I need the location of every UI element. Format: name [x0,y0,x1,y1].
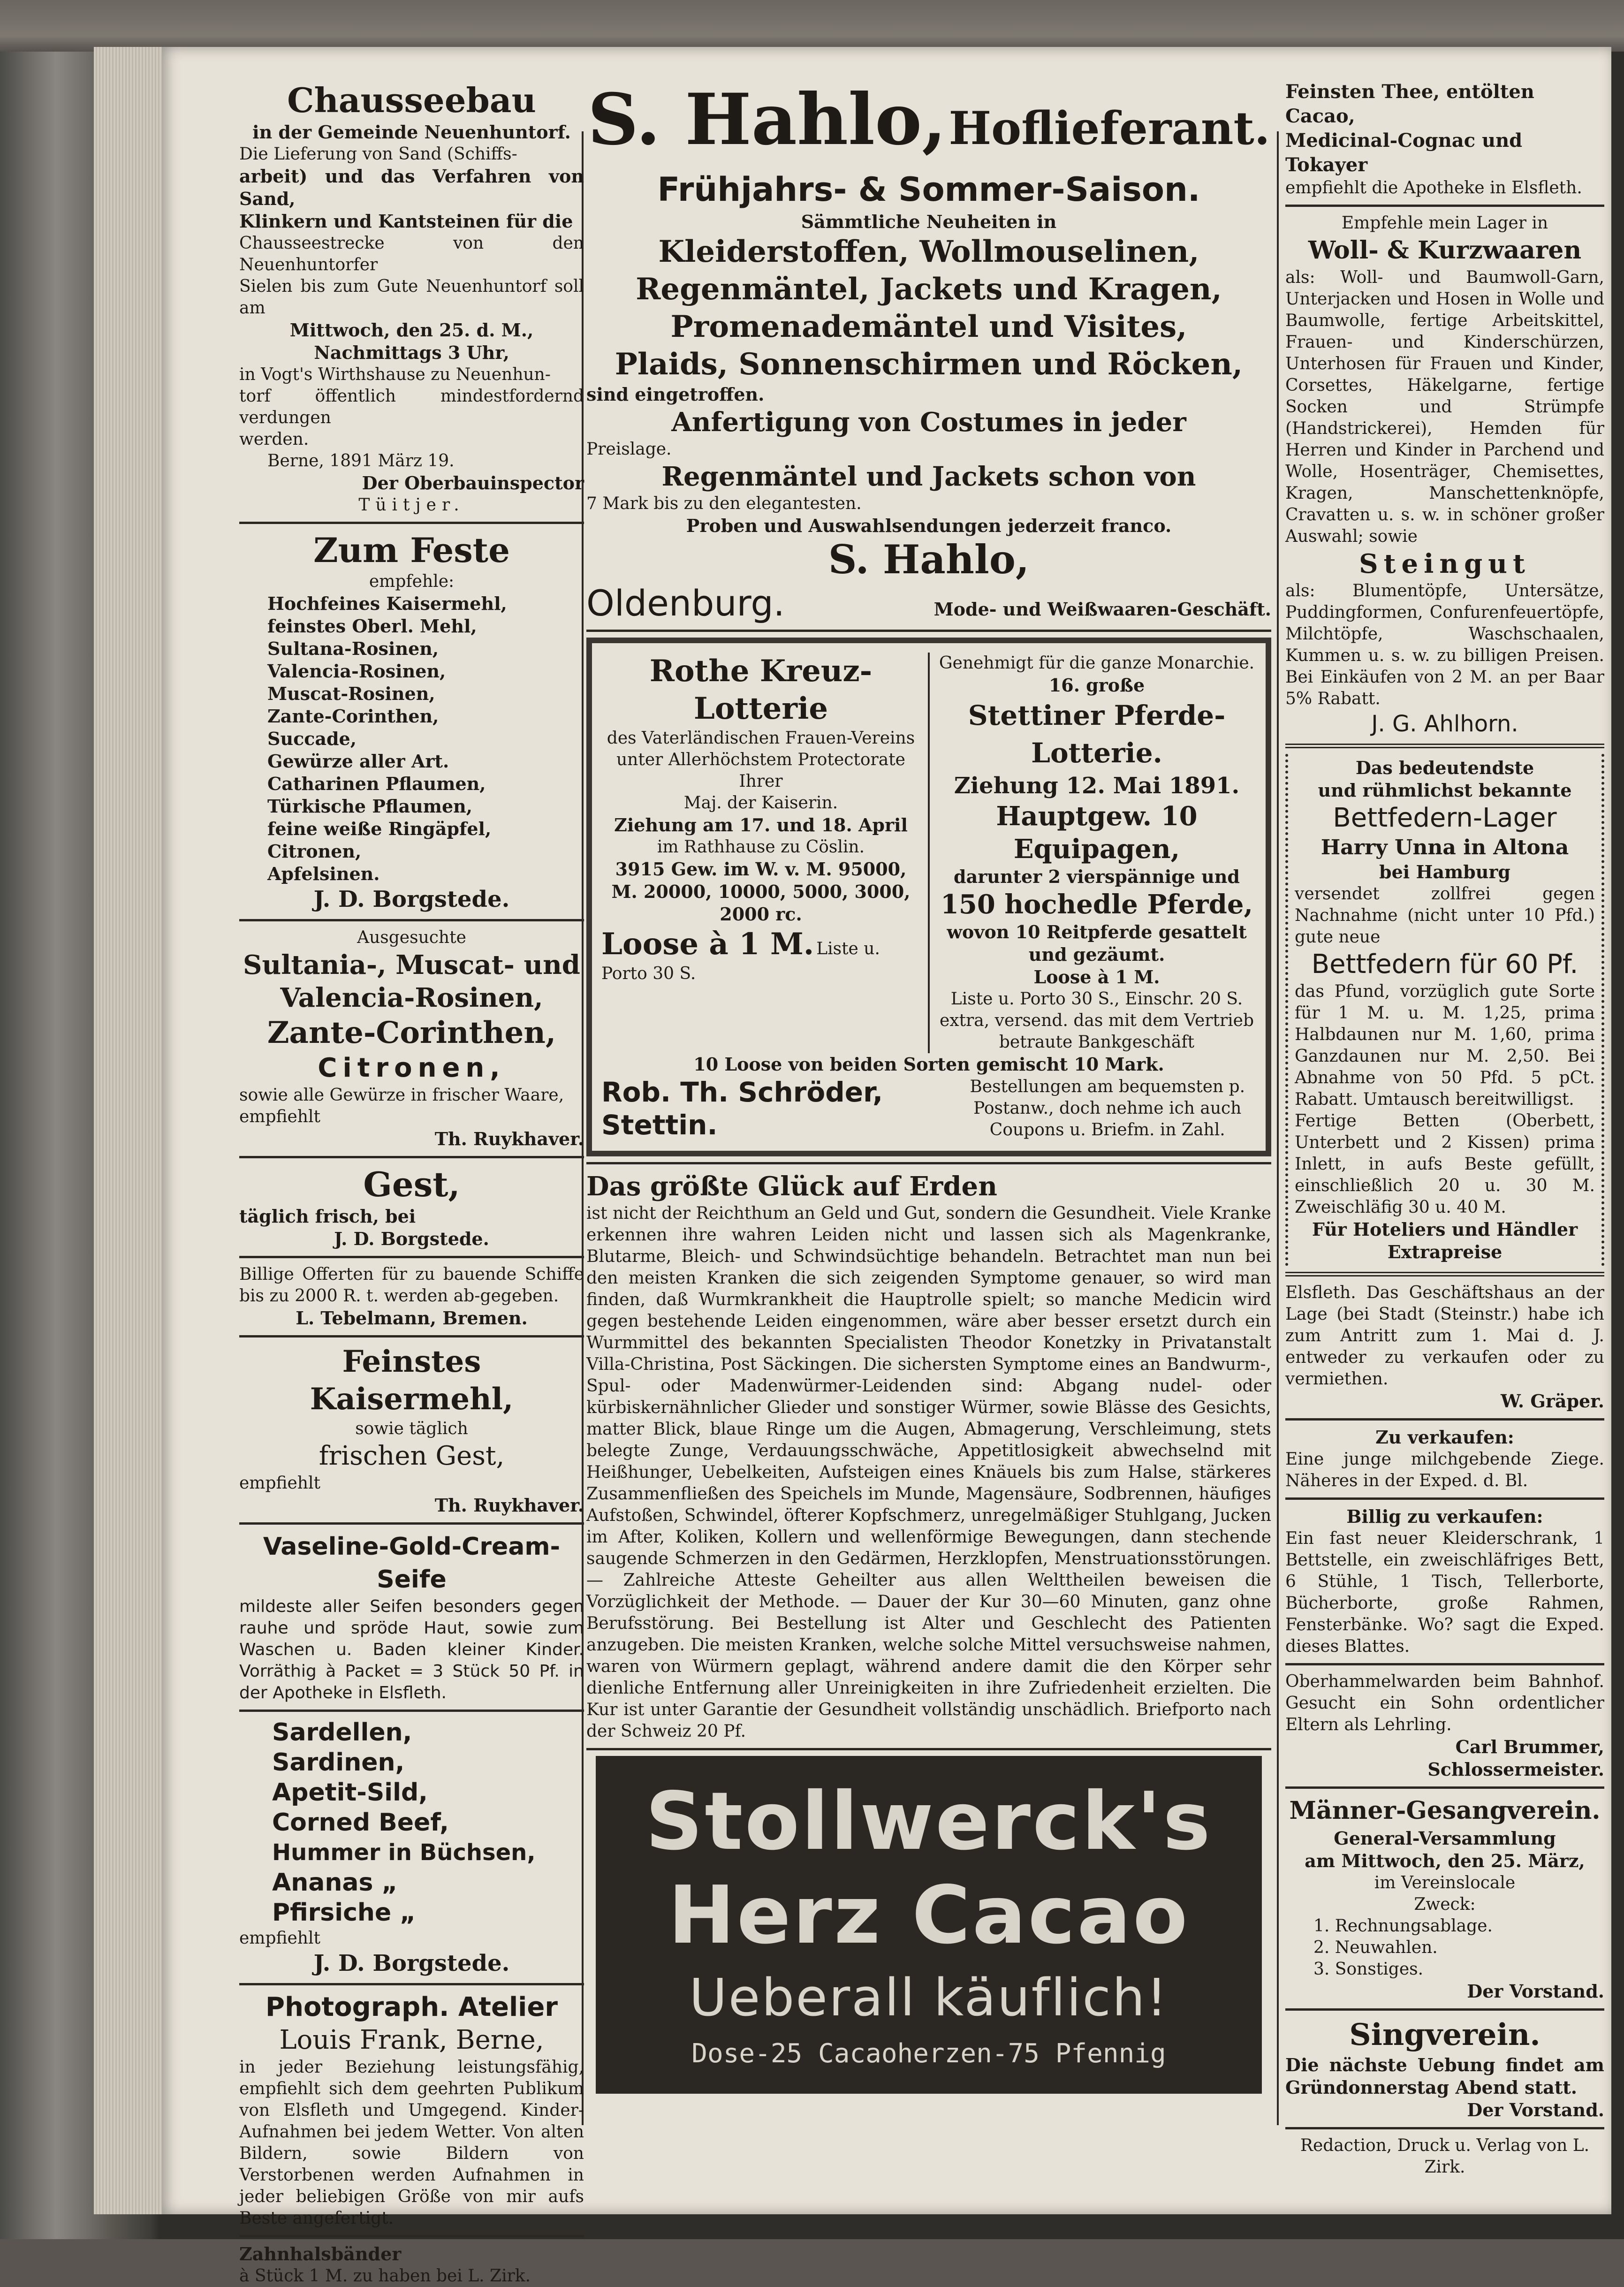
brand-name: Stollwerck's [645,1775,1213,1868]
text-line: am Mittwoch, den 25. März, [1305,1850,1585,1871]
ad-billig-verkaufen [1285,1505,1604,1657]
ad-signature: J. G. Ahlhorn. [1371,711,1518,737]
ad-stollwerck [596,1756,1262,2094]
text-line: sowie alle Gewürze in frischer Waare, [239,1086,564,1105]
text-line: empfiehlt die Apotheke in Elsfleth. [1285,178,1582,198]
ad-signature: J. D. Borgstede. [334,1228,489,1249]
ad-title: Bettfedern für 60 Pf. [1311,949,1578,980]
ad-body [239,121,584,516]
lotterie-price [601,926,920,985]
ad-signature: Rob. Th. Schröder, Stettin. [601,1076,883,1141]
divider [586,630,1271,632]
text-line: Feinsten Thee, entölten Cacao, [1285,81,1534,127]
ad-subtitle: empfehle: [369,572,455,591]
book-cover-edge [0,0,1624,52]
ad-body: Eine junge milchgebende Ziege. Näheres in der Exped. d. Bl. [1285,1450,1604,1490]
text-line: empfiehlt [239,1474,320,1493]
list-item: Hochfeines Kaisermehl, [267,593,507,614]
list-item: 1. Rechnungsablage. [1313,1916,1493,1936]
column-middle [586,80,1271,2094]
text-line: empfiehlt [239,1107,320,1126]
ad-body: Fertige Betten (Oberbett, Unterbett und 2 Kissen) prima Inlett, in aufs Beste gefüllt, einschließlich 20 u. 30 M. Zweischläfig 30 u. 40 M. [1295,1111,1595,1217]
text-line: torf öffentlich mindestfordernd verdungen [239,387,584,427]
text-line: Plaids, Sonnenschirmen und Röcken, [615,347,1243,382]
divider [239,1522,584,1525]
ad-lotterie [586,638,1271,1156]
divider [239,2235,584,2237]
ad-body: in jeder Beziehung leistungsfähig, empfiehlt sich dem geehrten Publikum von Elsfleth und Umgegend. Kinder-Aufnahmen bei jedem Wetter. Von alten Bildern, sowie Bildern von Verstorbenen werden Aufnahmen in jeder beliebigen Größe von mir aufs Beste angefertigt. [239,2058,584,2228]
ad-title: Steingut [1359,548,1531,579]
ad-gest [239,1164,584,1250]
divider [239,1335,584,1337]
text-line: Die Lieferung von Sand (Schiffs- [239,144,517,164]
text-line: Maj. der Kaiserin. [683,793,838,813]
divider [586,1748,1271,1750]
divider [239,1710,584,1712]
ad-geschaeftshaus [1285,1282,1604,1413]
text-line: General-Versammlung [1334,1828,1556,1849]
column-right [1285,80,1604,2178]
text-line: 10 Loose von beiden Sorten gemischt 10 Mark. [693,1054,1164,1075]
lotterie-footer [601,1076,1256,1141]
ad-woll-kurzwaaren [1285,213,1604,738]
list-item: Ananas „ [272,1869,398,1897]
lotterie-title: Rothe Kreuz-Lotterie [649,653,873,726]
ad-title: Valencia-Rosinen, [280,982,543,1013]
ad-zu-verkaufen [1285,1426,1604,1492]
city: Oldenburg. [586,582,785,624]
divider [239,919,584,921]
text-line: Preislage. [586,440,672,459]
list-item: Sardinen, [272,1748,405,1777]
ad-title: Gest, [363,1164,460,1204]
ad-singverein [1285,2016,1604,2121]
text-line: und rühmlichst bekannte [1318,780,1572,801]
text-line: 7 Mark bis zu den elegantesten. [586,494,862,513]
divider [1285,1272,1604,1276]
text-line: darunter 2 vierspännige und [954,866,1240,887]
ad-vaseline [239,1530,584,1704]
product-name: Herz Cacao [668,1869,1190,1962]
text-line: 16. große [1048,675,1145,696]
text-line: unter Allerhöchstem Protectorate Ihrer [616,750,905,791]
ad-lehrling [1285,1671,1604,1781]
ad-bettfedern [1285,754,1604,1266]
text-line: Anfertigung von Costumes in jeder [671,407,1186,438]
ad-footer [586,582,1271,624]
ad-body: als: Woll- und Baumwoll-Garn, Unterjacken und Hosen in Wolle und Baumwolle, fertige Arbeitskittel, Frauen- und Kinderschürzen, Unterhosen für Frauen und Kinder, Corsettes, Häkelgarne, fertige Socken und Strümpfe (Handstrickerei), Hemden für Herren und Kinder in Parchend und Wolle, Hosenträger, Chemisettes, Kragen, Manschettenknöpfe, Cravatten u. s. w. in schöner großer Auswahl; sowie [1285,268,1604,546]
ad-signature: Carl Brummer, Schlossermeister. [1427,1736,1604,1780]
ad-signature: Th. Ruykhaver. [434,1495,584,1516]
ad-slogan: Ueberall käuflich! [689,1968,1169,2028]
text-line: Empfehle mein Lager in [1341,213,1548,233]
divider [1285,744,1604,748]
list-item: Sardellen, [272,1718,412,1747]
text-line: empfiehlt [239,1929,320,1948]
ad-title: Feinstes Kaisermehl, [310,1344,514,1417]
ad-body: Elsfleth. Das Geschäftshaus an der Lage (bei Stadt (Steinstr.) habe ich zum Antritt zum 1. Mai d. J. entweder zu verkaufen oder zu vermiethen. [1285,1283,1604,1389]
shop-type: Mode- und Weißwaaren-Geschäft. [933,599,1271,620]
list-item: Sultana-Rosinen, [267,638,439,659]
stettiner-pferde-lotterie [930,653,1256,1053]
text-line: in Vogt's Wirthshause zu Neuenhun- [239,365,551,384]
divider [239,522,584,524]
text-line: à Stück 1 M. zu haben bei L. Zirk. [239,2266,531,2286]
text-line: Extrapreise [1387,1241,1503,1262]
ad-conserven [239,1717,584,1977]
ad-schiffe [239,1264,584,1330]
text-line: des Vaterländischen Frauen-Vereins [607,729,915,748]
ad-rosinen [239,927,584,1150]
list-item: Catharinen Pflaumen, [267,773,486,794]
ad-title [586,80,1271,168]
text-line: Nachmittags 3 Uhr, [314,342,509,363]
column-rule-right [1277,131,1279,2125]
ad-signature: Th. Ruykhaver. [434,1128,584,1149]
ad-body: Billige Offerten für zu bauende Schiffe bis zu 2000 R. t. werden ab-gegeben. [239,1265,584,1306]
lotterie-title: Stettiner Pferde-Lotterie. [968,699,1226,769]
ad-signature: Der Oberbauinspector [362,472,584,494]
list-item: Corned Beef, [272,1808,449,1837]
price: Loose à 1 M. [601,927,814,962]
text-line: sind eingetroffen. [586,384,765,405]
ad-groesste-glueck [586,1170,1271,1742]
ad-zahnhalsbaender [239,2243,584,2287]
ad-title: Vaseline-Gold-Cream-Seife [263,1533,561,1594]
divider [239,1256,584,1258]
text-line: Mittwoch, den 25. d. M., [289,319,534,341]
text-line: Bestellungen am bequemsten p. Postanw., doch nehme ich auch Coupons u. Briefm. in Zahl. [970,1077,1245,1140]
ad-body: Ein fast neuer Kleiderschrank, 1 Bettstelle, ein zweischläfriges Bett, 6 Stühle, 1 Tisch, Tellerborte, Bücherborte, große Rahmen, Fensterbänke. Wo? sagt die Exped. dieses Blattes. [1285,1529,1604,1656]
text-line: Das bedeutendste [1355,757,1534,778]
text-line: Für Hoteliers und Händler [1312,1219,1578,1240]
ad-subtitle: Louis Frank, Berne, [279,2025,544,2055]
divider [1285,1418,1604,1421]
text-line: Klinkern und Kantsteinen für die [239,211,573,232]
ad-signature: Der Vorstand. [1467,2099,1604,2120]
text-line: wovon 10 Reitpferde gesattelt [947,921,1247,942]
text-line: bei Hamburg [1379,861,1510,882]
ad-title: Zu verkaufen: [1375,1427,1514,1448]
column-left [239,80,584,2287]
list-item: Apetit-Sild, [272,1778,428,1807]
ad-body: das Pfund, vorzüglich gute Sorte für 1 M. u. M. 1,25, prima Halbdaunen nur M. 1,60, prima Ganzdaunen nur M. 2,50. Bei Abnahme von 50 Pfd. 5 pCt. Rabatt. Umtausch bereitwilligst. [1295,982,1595,1109]
text-line: M. 20000, 10000, 5000, 3000, [611,881,911,902]
list-item: Citronen, [267,841,362,862]
list-item: Gewürze aller Art. [267,751,449,772]
text-line: und gezäumt. [1028,944,1165,965]
text-line: Kleiderstoffen, Wollmouselinen, [658,234,1199,269]
ad-zum-feste [239,530,584,913]
list-item: feinstes Oberl. Mehl, [267,615,477,637]
list-item: Valencia-Rosinen, [267,661,446,682]
text-line: Hauptgew. 10 Equipagen, [996,801,1198,865]
text-line: in der Gemeinde Neuenhuntorf. [252,122,571,143]
divider [1285,1497,1604,1500]
ad-body: Oberhammelwarden beim Bahnhof. Gesucht ein Sohn ordentlicher Eltern als Lehrling. [1285,1672,1604,1734]
text-line: Proben und Auswahlsendungen jederzeit franco. [686,515,1172,536]
text-line: Genehmigt für die ganze Monarchie. [939,653,1255,673]
ad-title: Woll- & Kurzwaaren [1308,236,1582,265]
list-item: feine weiße Ringäpfel, [267,818,492,839]
company-title: Hoflieferant. [949,102,1270,155]
ad-signature: S. Hahlo, [828,536,1030,583]
list-item: 2. Neuwahlen. [1313,1938,1438,1957]
list-item: 3. Sonstiges. [1313,1960,1424,1979]
list-item: Pfirsiche „ [272,1899,416,1927]
ad-title: Zum Feste [313,530,510,570]
ad-body: ist nicht der Reichthum an Geld und Gut, sondern die Gesundheit. Viele Kranke erkennen ihre wahren Leiden nicht und lassen sich als Magenkranke, Blutarme, Bleich- und Schwindsüchtige behandeln. Betrachtet man nun bei den meisten Kranken die sich zeigenden Symptome genauer, so wird man finden, daß Wurmkrankheit die Hauptrolle spielt; so manche Medicin wird gegen bestehende Leiden eingenommen, wäre aber besser ersetzt durch ein Wurmmittel des bekannten Specialisten Theodor Konetzky in Privatanstalt Villa-Christina, Post Säckingen. Die sichersten Symptome eines an Bandwurm-, Spul- oder Madenwürmer-Leidenden sind: Abgang nudel- oder kürbiskernähnlicher Glieder und sonstiger Würmer, sowie Blässe des Gesichts, matter Blick, blaue Ringe um die Augen, Abmagerung, Verschleimung, stets belegte Zunge, Verdauungsschwäche, Appetitlosigkeit abwechselnd mit Heißhunger, Uebelkeiten, Aufsteigen eines Knäuels bis zum Halse, stärkeres Zusammenfließen des Speichels im Munde, Magensäure, Sodbrennen, häufiges Aufstoßen, Schwindel, öfterer Kopfschmerz, unregelmäßiger Stuhlgang, Jucken im After, Koliken, Kollern und wellenförmige Bewegungen, dann stechende saugende Schmerzen in den Gedärmen, Herzklopfen, Menstruationsstörungen. — Zahlreiche Atteste Geheilter aus allen Welttheilen beweisen die Vorzüglichkeit der Methode. — Dauer der Kur 30—60 Minuten, ganz ohne Berufsstörung. Bei Bestellung ist Alter und Geschlecht des Patienten anzugeben. Die meisten Kranken, welche solche Mittel versuchsweise nahmen, waren von Würmern geplagt, während andere damit die den Körper sehr dienliche Entfernung aller Unreinigkeiten in ihre Zufriedenheit erzielten. Die Kur ist unter Garantie der Gesundheit vollständig unschädlich. Briefporto nach der Schweiz 20 Pf. [586,1204,1271,1741]
ad-signature: J. D. Borgstede. [313,1950,510,1976]
divider [1285,1663,1604,1665]
ad-hahlo [586,80,1271,624]
ad-chausseebau [239,80,584,516]
list-item: Apfelsinen. [267,863,380,884]
ad-subtitle: Ausgesuchte [357,928,466,947]
list-item: Türkische Pflaumen, [267,796,473,817]
list-item: Zante-Corinthen, [267,706,439,727]
text-line: werden. [239,430,309,449]
list-item: Hummer in Büchsen, [272,1839,536,1866]
ad-signature: W. Gräper. [1501,1390,1604,1412]
impressum: Redaction, Druck u. Verlag von L. Zirk. [1300,2136,1590,2177]
ad-title: Billig zu verkaufen: [1346,1506,1543,1527]
ad-date: Berne, 1891 März 19. [267,451,455,471]
ad-thee [1285,80,1604,199]
text-line: Promenademäntel und Visites, [670,309,1187,344]
text-line: Ziehung am 17. und 18. April [614,814,908,836]
list-item: Succade, [267,728,357,749]
text-line: frischen Gest, [319,1441,505,1471]
ad-title: Citronen, [318,1053,506,1083]
divider [1285,2127,1604,2129]
ad-title: Sultania-, Muscat- und [243,950,580,980]
ad-subtitle: Frühjahrs- & Sommer-Saison. [657,170,1200,209]
lotterie-columns [601,653,1256,1053]
text-line: Regenmäntel und Jackets schon von [661,461,1196,492]
text-line: Liste u. Porto 30 S., Einschr. 20 S. extra, versend. das mit dem Vertrieb betraute Bankgeschäft [939,989,1254,1052]
ad-title: Chausseebau [287,80,536,120]
text-line: Regenmäntel, Jackets und Kragen, [636,272,1222,307]
divider [1285,205,1604,207]
ad-kaisermehl [239,1343,584,1517]
ad-maenner-gesangverein [1285,1794,1604,2003]
ad-title: Bettfedern-Lager [1333,803,1557,833]
ad-signature: J. D. Borgstede. [313,886,510,912]
text-line: sowie täglich [355,1419,468,1438]
divider [239,1983,584,1985]
text-line: Ziehung 12. Mai 1891. [954,773,1240,799]
item-list [239,1717,584,1928]
ad-body: als: Blumentöpfe, Untersätze, Puddingformen, Confurenfeuertöpfe, Milchtöpfe, Waschschaalen, Kummen u. s. w. zu billigen Preisen. Bei Einkäufen von 2 M. an per Baar 5% Rabatt. [1285,581,1604,708]
text-line: 150 hochedle Pferde, [940,889,1253,920]
divider [1285,1786,1604,1789]
ad-title: Zante-Corinthen, [267,1015,556,1050]
text-line: Zweck: [1414,1895,1476,1914]
text-line: Medicinal-Cognac und Tokayer [1285,129,1523,176]
text-line: täglich frisch, bei [239,1206,416,1227]
item-list [239,593,584,885]
ad-title: Photograph. Atelier [266,1992,558,2022]
ad-photo-atelier [239,1991,584,2229]
company-name: S. Hahlo, [587,78,947,161]
divider [586,1162,1271,1164]
text-line: 3915 Gew. im W. v. M. 95000, [615,859,907,880]
page-stack-edge [94,47,162,2214]
text-line: arbeit) und das Verfahren von Sand, [239,166,584,209]
list-item: Muscat-Rosinen, [267,683,435,704]
ad-signature: Der Vorstand. [1467,1981,1604,2002]
rothe-kreuz-lotterie [601,653,930,1053]
ad-title: Singverein. [1349,2017,1541,2052]
divider [1285,2008,1604,2011]
text-line: Sielen bis zum Gute Neuenhuntorf soll am [239,277,584,318]
ad-body: Die nächste Uebung findet am Gründonnerstag Abend statt. [1285,2054,1604,2098]
text-line: 2000 rc. [720,904,802,925]
ad-body: versendet zollfrei gegen Nachnahme (nicht unter 10 Pfd.) gute neue [1295,884,1595,947]
ad-title: Das größte Glück auf Erden [586,1171,997,1202]
text-line: Sämmtliche Neuheiten in [801,211,1057,232]
text-line: Zahnhalsbänder [239,2243,402,2264]
text-line: Chausseestrecke von den Neuenhuntorfer [239,234,584,274]
ad-title: Männer-Gesangverein. [1289,1796,1601,1825]
text-line: Loose à 1 M. [1033,966,1160,988]
text-line: Liste u. Porto 30 S. [601,939,880,983]
text-line: Harry Unna in Altona [1320,836,1569,859]
text-line: im Vereinslocale [1374,1873,1516,1892]
ad-price: Dose-25 Cacaoherzen-75 Pfennig [691,2038,1166,2069]
text-line: im Rathhause zu Cöslin. [657,837,865,857]
ad-body: mildeste aller Seifen besonders gegen rauhe und spröde Haut, sowie zum Waschen u. Baden kleiner Kinder. Vorräthig à Packet = 3 Stück 50 Pf. in der Apotheke in Elsfleth. [239,1597,584,1702]
ad-signature: Tüitjer. [358,495,465,515]
ad-signature: L. Tebelmann, Bremen. [296,1307,528,1329]
divider [239,1156,584,1158]
